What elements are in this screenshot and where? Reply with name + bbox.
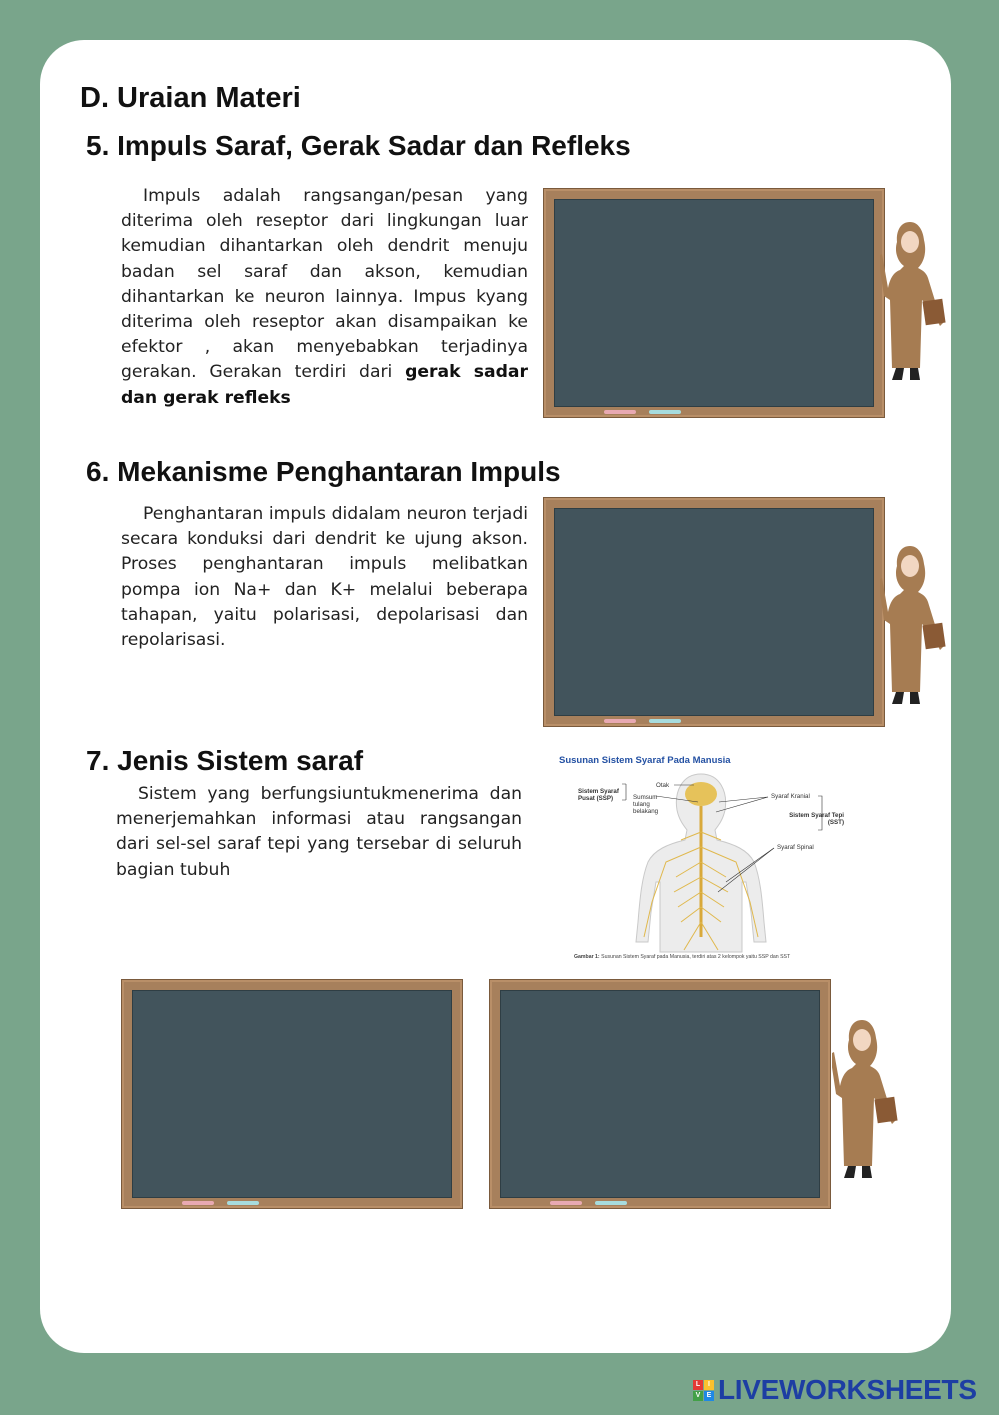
- section-5-title: 5. Impuls Saraf, Gerak Sadar dan Refleks: [86, 130, 631, 161]
- answer-board-1[interactable]: [543, 188, 885, 418]
- chalk-pink: [182, 1201, 214, 1205]
- nervous-system-diagram: [556, 752, 846, 967]
- liveworksheets-logo[interactable]: [693, 1375, 977, 1405]
- label-spinal: Syaraf Spinal: [777, 844, 814, 851]
- answer-board-1-area[interactable]: [554, 199, 874, 407]
- answer-board-3[interactable]: [121, 979, 463, 1209]
- page-heading: D. Uraian Materi: [80, 82, 301, 114]
- body-illustration: [556, 752, 846, 967]
- section-6-text: Penghantaran impuls didalam neuron terjadi secara konduksi dari dendrit ke ujung akson. Proses penghantaran impuls melibatkan pompa ion Na+ dan K+ melalui beberapa tahapan, yaitu polarisasi, depolarisasi dan repolarisasi.: [121, 504, 528, 651]
- chalk-pink: [604, 410, 636, 414]
- diagram-caption: Gambar 1: Susunan Sistem Syaraf pada Manusia, terdiri atas 2 kelompok yaitu SSP dan SST: [574, 954, 791, 960]
- label-ssp: Sistem Syaraf Pusat (SSP): [578, 788, 619, 802]
- logo-blocks-icon: L I V E: [693, 1380, 714, 1401]
- answer-board-4[interactable]: [489, 979, 831, 1209]
- label-otak: Otak: [656, 782, 670, 789]
- teacher-illustration: [880, 218, 950, 388]
- chalk-blue: [595, 1201, 627, 1205]
- teacher-illustration: [832, 1016, 902, 1186]
- logo-text: LIVEWORKSHEETS: [718, 1374, 977, 1405]
- teacher-illustration: [880, 542, 950, 712]
- section-5-bold-text: gerak sadar dan gerak refleks: [121, 362, 528, 408]
- diagram-title: Susunan Sistem Syaraf Pada Manusia: [559, 755, 731, 766]
- answer-board-3-area[interactable]: [132, 990, 452, 1198]
- section-7-title: 7. Jenis Sistem saraf: [86, 745, 364, 776]
- chalk-blue: [649, 719, 681, 723]
- answer-board-2-area[interactable]: [554, 508, 874, 716]
- section-6-title: 6. Mekanisme Penghantaran Impuls: [86, 456, 561, 487]
- chalk-blue: [649, 410, 681, 414]
- answer-board-4-area[interactable]: [500, 990, 820, 1198]
- chalk-blue: [227, 1201, 259, 1205]
- section-5-text: Impuls adalah rangsangan/pesan yang diterima oleh reseptor dari lingkungan luar kemudian dihantarkan oleh dendrit menuju badan sel saraf dan akson, kemudian dihantarkan ke neuron lainnya. Impus kyang diterima oleh reseptor akan disampaikan ke efektor , akan menyebabkan terjadinya gerakan. Gerakan terdiri dari gerak sadar dan gerak refleks: [121, 186, 528, 408]
- label-sumsum: Sumsum tulang belakang: [633, 794, 659, 815]
- section-7-text: Sistem yang berfungsiuntukmenerima dan menerjemahkan informasi atau rangsangan dari sel-sel saraf tepi yang tersebar di seluruh bagian tubuh: [116, 784, 522, 880]
- chalk-pink: [550, 1201, 582, 1205]
- chalk-pink: [604, 719, 636, 723]
- answer-board-2[interactable]: [543, 497, 885, 727]
- label-sst: Sistem Syaraf Tepi (SST): [789, 812, 844, 826]
- label-kranial: Syaraf Kranial: [771, 793, 810, 800]
